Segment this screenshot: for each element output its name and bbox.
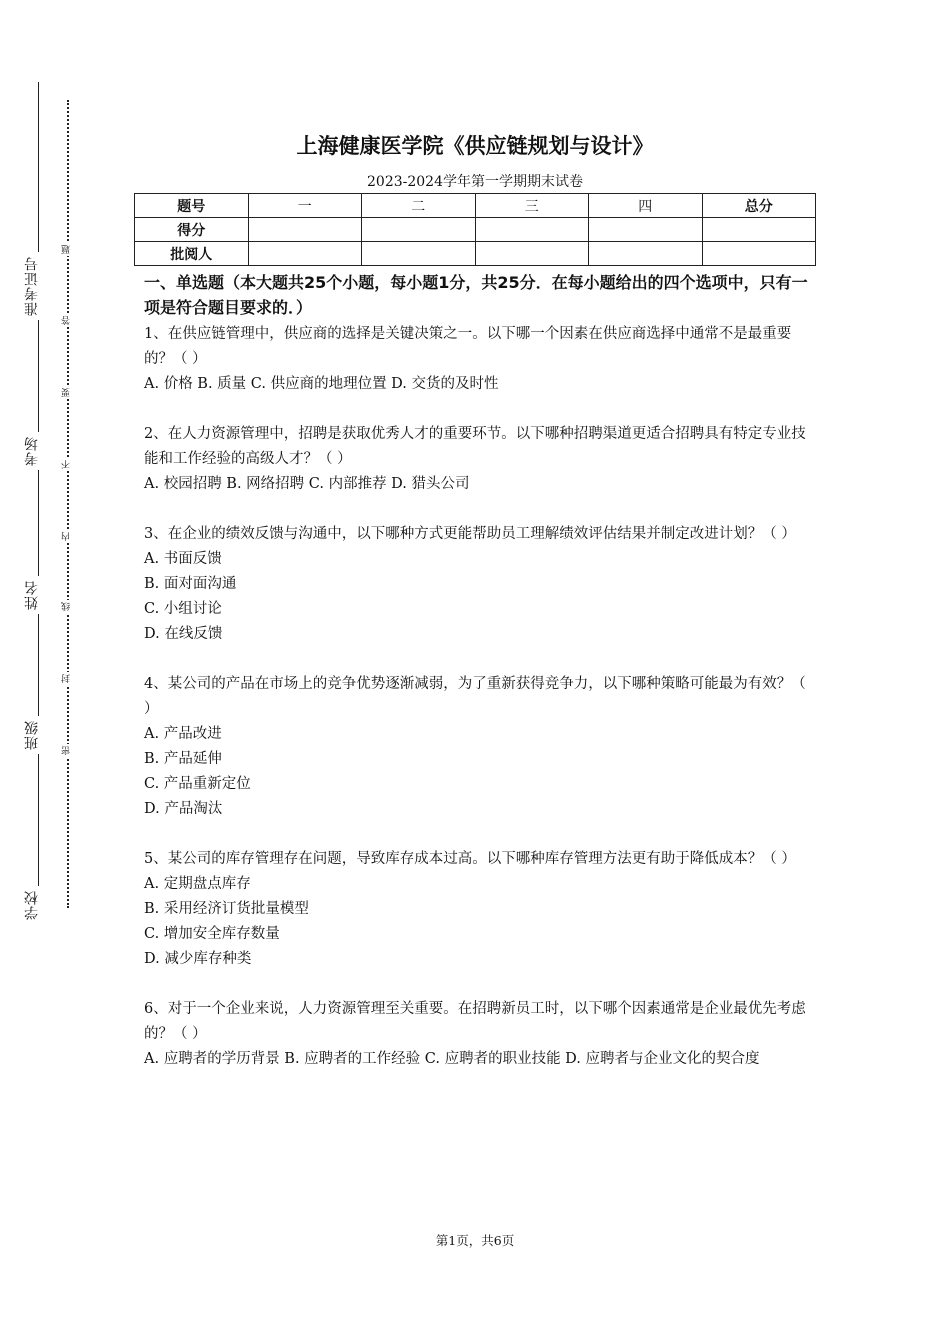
option-b: B. 产品延伸	[144, 751, 222, 767]
margin-note-char: 答	[60, 314, 76, 327]
score-cell[interactable]	[589, 242, 703, 266]
score-cell[interactable]	[702, 218, 816, 242]
margin-field-class: 班级	[22, 716, 54, 754]
score-table-header-row	[135, 194, 816, 218]
margin-field-school: 学校	[22, 886, 54, 924]
score-cell[interactable]	[248, 218, 362, 242]
score-table-row	[135, 218, 816, 242]
exam-content	[144, 270, 810, 1097]
margin-note-char: 内	[60, 530, 76, 543]
exam-subtitle: 2023-2024学年第一学期期末试卷	[367, 174, 583, 190]
score-col-header: 二	[362, 194, 476, 218]
page-number: 第1页，共6页	[435, 1233, 515, 1248]
question-stem: 6、对于一个企业来说，人力资源管理至关重要。在招聘新员工时，以下哪个因素通常是企业最优先考虑的？（ ）	[144, 1001, 806, 1042]
question-6	[144, 997, 810, 1072]
question-stem: 1、在供应链管理中，供应商的选择是关键决策之一。以下哪一个因素在供应商选择中通常不是最重要的？（ ）	[144, 326, 792, 367]
option-d: D. 在线反馈	[144, 626, 223, 642]
score-row-label: 得分	[135, 218, 249, 242]
question-stem: 3、在企业的绩效反馈与沟通中，以下哪种方式更能帮助员工理解绩效评估结果并制定改进计划？（ ）	[144, 526, 796, 542]
question-stem: 2、在人力资源管理中，招聘是获取优秀人才的重要环节。以下哪种招聘渠道更适合招聘具有特定专业技能和工作经验的高级人才？（ ）	[144, 426, 806, 467]
margin-field-name: 姓名	[22, 576, 54, 614]
score-cell[interactable]	[248, 242, 362, 266]
margin-field-exam-id: 准考证号	[22, 252, 54, 320]
section-heading: 一、单选题（本大题共25个小题，每小题1分，共25分．在每小题给出的四个选项中，只有一项是符合题目要求的．）	[144, 273, 808, 317]
score-col-header: 总分	[702, 194, 816, 218]
question-3	[144, 522, 810, 647]
question-stem: 4、某公司的产品在市场上的竞争优势逐渐减弱，为了重新获得竞争力，以下哪种策略可能最为有效？（ ）	[144, 676, 806, 717]
option-a: A. 书面反馈	[144, 551, 222, 567]
option-b: B. 面对面沟通	[144, 576, 237, 592]
score-cell[interactable]	[362, 242, 476, 266]
margin-note-char: 线	[60, 600, 76, 613]
question-options: A. 应聘者的学历背景 B. 应聘者的工作经验 C. 应聘者的职业技能 D. 应聘者与企业文化的契合度	[144, 1051, 760, 1067]
margin-note-char: 不	[60, 458, 76, 471]
margin-field-exam-room: 考场	[22, 432, 54, 470]
binding-solid-line	[38, 82, 39, 922]
exam-title: 上海健康医学院《供应链规划与设计》	[296, 134, 654, 158]
margin-note-char: 题	[60, 243, 76, 256]
question-1	[144, 322, 810, 397]
question-options: A. 价格 B. 质量 C. 供应商的地理位置 D. 交货的及时性	[144, 376, 499, 392]
option-a: A. 定期盘点库存	[144, 876, 251, 892]
score-cell[interactable]	[589, 218, 703, 242]
margin-note-char: 要	[60, 386, 76, 399]
margin-note-char: 封	[60, 672, 76, 685]
question-stem: 5、某公司的库存管理存在问题，导致库存成本过高。以下哪种库存管理方法更有助于降低成本？（ ）	[144, 851, 796, 867]
score-table-row	[135, 242, 816, 266]
score-row-label: 批阅人	[135, 242, 249, 266]
option-b: B. 采用经济订货批量模型	[144, 901, 309, 917]
binding-dotted-line	[67, 100, 69, 908]
score-col-header: 四	[589, 194, 703, 218]
margin-note-char: 密	[60, 744, 76, 757]
score-cell[interactable]	[362, 218, 476, 242]
score-col-header: 三	[475, 194, 589, 218]
question-4	[144, 672, 810, 822]
score-cell[interactable]	[702, 242, 816, 266]
question-2	[144, 422, 810, 497]
question-options: A. 校园招聘 B. 网络招聘 C. 内部推荐 D. 猎头公司	[144, 476, 470, 492]
option-d: D. 产品淘汰	[144, 801, 223, 817]
option-a: A. 产品改进	[144, 726, 222, 742]
option-c: C. 小组讨论	[144, 601, 222, 617]
option-d: D. 减少库存种类	[144, 951, 252, 967]
score-col-header: 题号	[135, 194, 249, 218]
score-cell[interactable]	[475, 218, 589, 242]
option-c: C. 产品重新定位	[144, 776, 251, 792]
question-5	[144, 847, 810, 972]
score-table	[134, 193, 816, 266]
option-c: C. 增加安全库存数量	[144, 926, 280, 942]
score-cell[interactable]	[475, 242, 589, 266]
score-col-header: 一	[248, 194, 362, 218]
